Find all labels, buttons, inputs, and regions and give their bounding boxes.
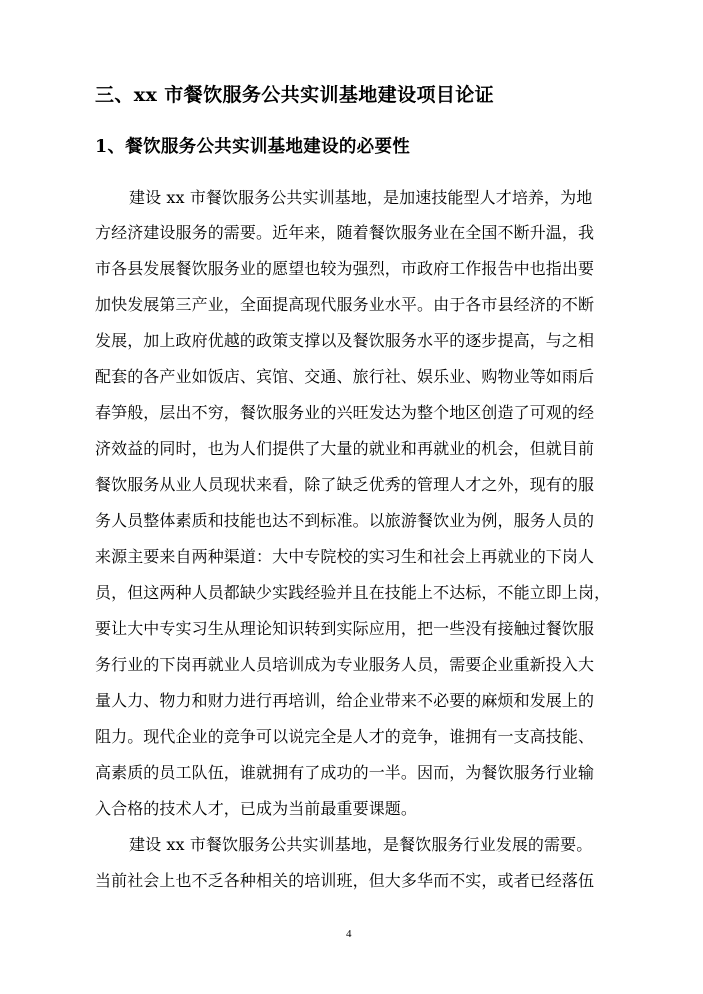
paragraph-line: 入合格的技术人才，已成为当前最重要课题。 [95, 799, 418, 818]
page-number: 4 [346, 928, 352, 940]
paragraph-line: 来源主要来自两种渠道：大中专院校的实习生和社会上再就业的下岗人 [95, 547, 595, 566]
paragraph-line: 市各县发展餐饮服务业的愿望也较为强烈，市政府工作报告中也指出要 [95, 259, 595, 278]
paragraph-line: 建设 xx 市餐饮服务公共实训基地，是加速技能型人才培养，为地 [129, 188, 593, 207]
paragraph-line: 配套的各产业如饭店、宾馆、交通、旅行社、娱乐业、购物业等如雨后 [95, 367, 595, 386]
paragraph-line: 加快发展第三产业，全面提高现代服务业水平。由于各市县经济的不断 [95, 295, 595, 314]
section-heading: 三、xx 市餐饮服务公共实训基地建设项目论证 [95, 84, 495, 106]
paragraph-line: 济效益的同时，也为人们提供了大量的就业和再就业的机会，但就目前 [95, 439, 595, 458]
paragraph-line: 春笋般，层出不穷，餐饮服务业的兴旺发达为整个地区创造了可观的经 [95, 403, 595, 422]
paragraph-line: 发展，加上政府优越的政策支撑以及餐饮服务水平的逐步提高，与之相 [95, 331, 595, 350]
paragraph-line: 要让大中专实习生从理论知识转到实际应用，把一些没有接触过餐饮服 [95, 619, 595, 638]
paragraph-line: 务行业的下岗再就业人员培训成为专业服务人员，需要企业重新投入大 [95, 655, 595, 674]
paragraph-line: 餐饮服务从业人员现状来看，除了缺乏优秀的管理人才之外，现有的服 [95, 475, 595, 494]
paragraph-line: 当前社会上也不乏各种相关的培训班，但大多华而不实，或者已经落伍 [95, 871, 595, 890]
paragraph-line: 员，但这两种人员都缺少实践经验并且在技能上不达标，不能立即上岗， [95, 583, 611, 602]
subsection-heading: 1、餐饮服务公共实训基地建设的必要性 [95, 137, 411, 157]
paragraph-line: 高素质的员工队伍，谁就拥有了成功的一半。因而，为餐饮服务行业输 [95, 763, 595, 782]
paragraph-line: 建设 xx 市餐饮服务公共实训基地，是餐饮服务行业发展的需要。 [129, 835, 593, 854]
paragraph-line: 务人员整体素质和技能也达不到标准。以旅游餐饮业为例，服务人员的 [95, 511, 595, 530]
paragraph-line: 量人力、物力和财力进行再培训，给企业带来不必要的麻烦和发展上的 [95, 691, 595, 710]
paragraph-line: 方经济建设服务的需要。近年来，随着餐饮服务业在全国不断升温，我 [95, 223, 595, 242]
paragraph-line: 阻力。现代企业的竞争可以说完全是人才的竞争，谁拥有一支高技能、 [95, 727, 595, 746]
